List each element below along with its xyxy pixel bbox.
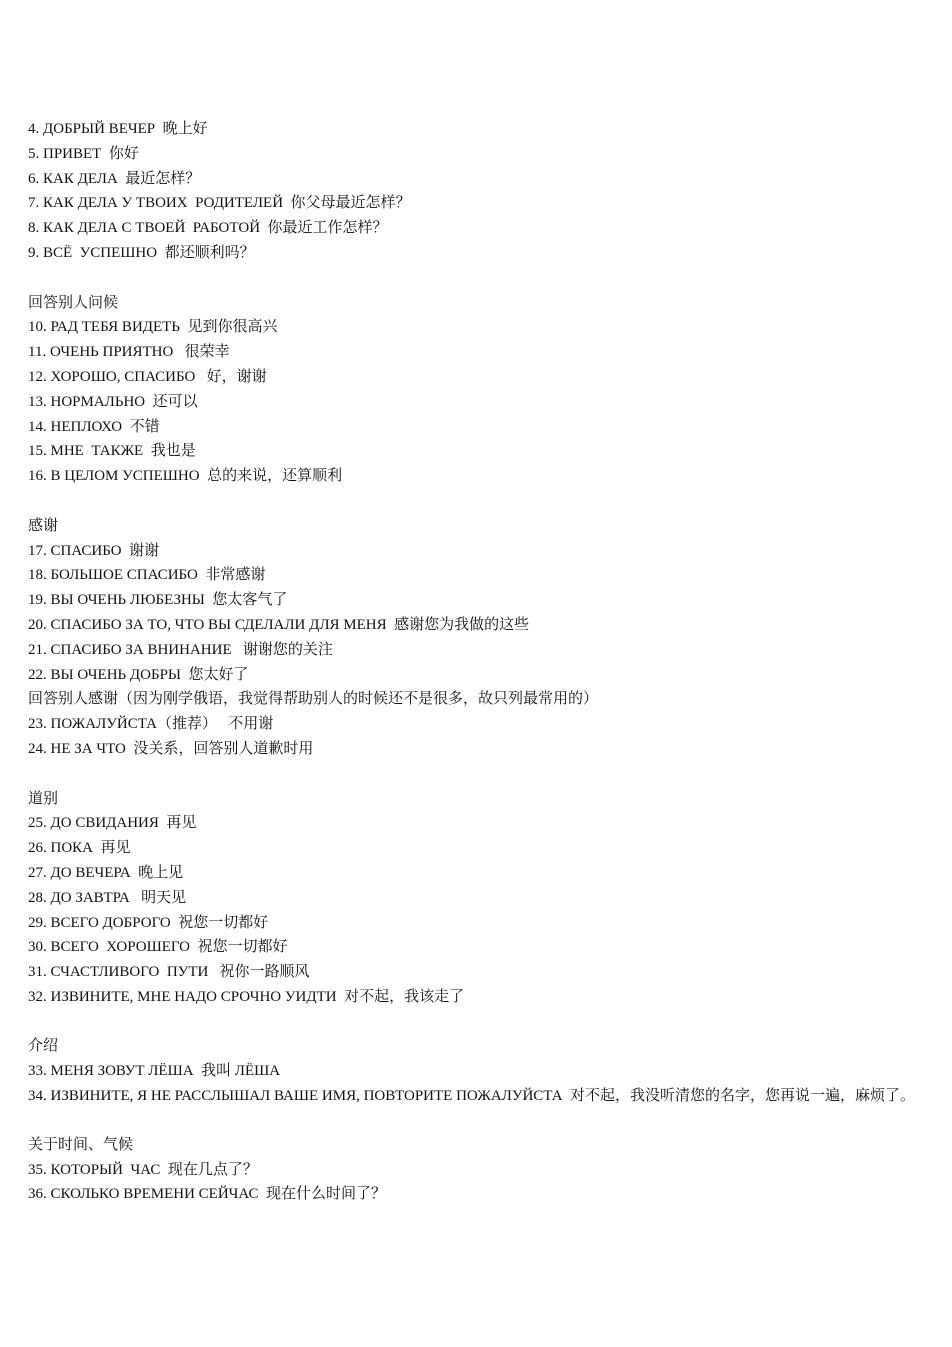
section-heading: 关于时间、气候: [28, 1136, 134, 1153]
phrase-line: 8. КАК ДЕЛА С ТВОЕЙ РАБОТОЙ 你最近工作怎样？: [28, 220, 388, 237]
section-spacer: [28, 489, 932, 514]
section-spacer: [28, 1108, 932, 1133]
phrase-line: 21. СПАСИБО ЗА ВНИНАНИЕ 谢谢您的关注: [28, 641, 333, 658]
phrase-line: 10. РАД ТЕБЯ ВИДЕТЬ 见到你很高兴: [28, 319, 278, 336]
phrase-line: 31. СЧАСТЛИВОГО ПУТИ 祝你一路顺风: [28, 964, 310, 981]
phrase-line: 13. НОРМАЛЬНО 还可以: [28, 393, 198, 410]
phrase-line: 4. ДОБРЫЙ ВЕЧЕР 晚上好: [28, 121, 208, 137]
section-spacer: [28, 266, 932, 291]
section-heading: 回答别人问候: [28, 294, 119, 311]
phrase-line: 14. НЕПЛОХО 不错: [28, 418, 160, 435]
section-introductions: [28, 1034, 932, 1108]
phrase-line: 12. ХОРОШО, СПАСИБО 好，谢谢: [28, 368, 267, 385]
phrase-line: 18. БОЛЬШОЕ СПАСИБО 非常感谢: [28, 567, 266, 584]
phrase-line: 20. СПАСИБО ЗА ТО, ЧТО ВЫ СДЕЛАЛИ ДЛЯ МЕНЯ 感谢您为我做的这些: [28, 616, 530, 633]
phrase-line: 5. ПРИВЕТ 你好: [28, 145, 139, 162]
phrase-line: 15. МНЕ ТАКЖЕ 我也是: [28, 443, 196, 460]
phrase-line: 33. МЕНЯ ЗОВУТ ЛЁША 我叫 ЛЁША: [28, 1063, 281, 1080]
section-greetings: [28, 117, 932, 266]
section-heading: 道别: [28, 790, 59, 807]
section-replies: [28, 291, 932, 489]
section-time-weather: [28, 1133, 932, 1207]
phrase-line: 28. ДО ЗАВТРА 明天见: [28, 889, 187, 906]
phrase-line: 26. ПОКА 再见: [28, 840, 131, 857]
phrase-line: 22. ВЫ ОЧЕНЬ ДОБРЫ 您太好了: [28, 666, 249, 683]
phrase-line: 7. КАК ДЕЛА У ТВОИХ РОДИТЕЛЕЙ 你父母最近怎样？: [28, 195, 411, 212]
phrase-line: 24. НЕ ЗА ЧТО 没关系，回答别人道歉时用: [28, 740, 314, 757]
section-spacer: [28, 762, 932, 787]
phrase-line: 23. ПОЖАЛУЙСТА（推荐） 不用谢: [28, 716, 274, 733]
section-farewells: [28, 787, 932, 1010]
section-thanks: [28, 514, 932, 762]
phrase-line: 32. ИЗВИНИТЕ, МНЕ НАДО СРОЧНО УИДТИ 对不起，我该走了: [28, 988, 465, 1005]
phrase-line: 36. СКОЛЬКО ВРЕМЕНИ СЕЙЧАС 现在什么时间了？: [28, 1186, 386, 1203]
document-page: [28, 117, 932, 1207]
phrase-line: 11. ОЧЕНЬ ПРИЯТНО 很荣幸: [28, 344, 230, 361]
section-spacer: [28, 1010, 932, 1035]
phrase-line: 19. ВЫ ОЧЕНЬ ЛЮБЕЗНЫ 您太客气了: [28, 592, 288, 609]
phrase-line: 27. ДО ВЕЧЕРА 晚上见: [28, 864, 184, 881]
phrase-line: 17. СПАСИБО 谢谢: [28, 542, 160, 559]
phrase-line: 6. КАК ДЕЛА 最近怎样？: [28, 170, 201, 187]
phrase-line: 29. ВСЕГО ДОБРОГО 祝您一切都好: [28, 914, 269, 931]
phrase-line: 回答别人感谢（因为刚学俄语，我觉得帮助别人的时候还不是很多，故只列最常用的）: [28, 691, 599, 708]
phrase-line: 16. В ЦЕЛОМ УСПЕШНО 总的来说，还算顺利: [28, 468, 343, 485]
phrase-line: 34. ИЗВИНИТЕ, Я НЕ РАССЛЫШАЛ ВАШЕ ИМЯ, ПОВТОРИТЕ ПОЖАЛУЙСТА 对不起，我没听清您的名字，您再说一遍，麻烦了。: [28, 1088, 916, 1105]
section-heading: 介绍: [28, 1038, 59, 1055]
section-heading: 感谢: [28, 517, 59, 534]
phrase-line: 9. ВСЁ УСПЕШНО 都还顺利吗？: [28, 244, 255, 261]
phrase-line: 25. ДО СВИДАНИЯ 再见: [28, 815, 197, 832]
phrase-line: 30. ВСЕГО ХОРОШЕГО 祝您一切都好: [28, 939, 288, 956]
phrase-line: 35. КОТОРЫЙ ЧАС 现在几点了？: [28, 1161, 258, 1178]
